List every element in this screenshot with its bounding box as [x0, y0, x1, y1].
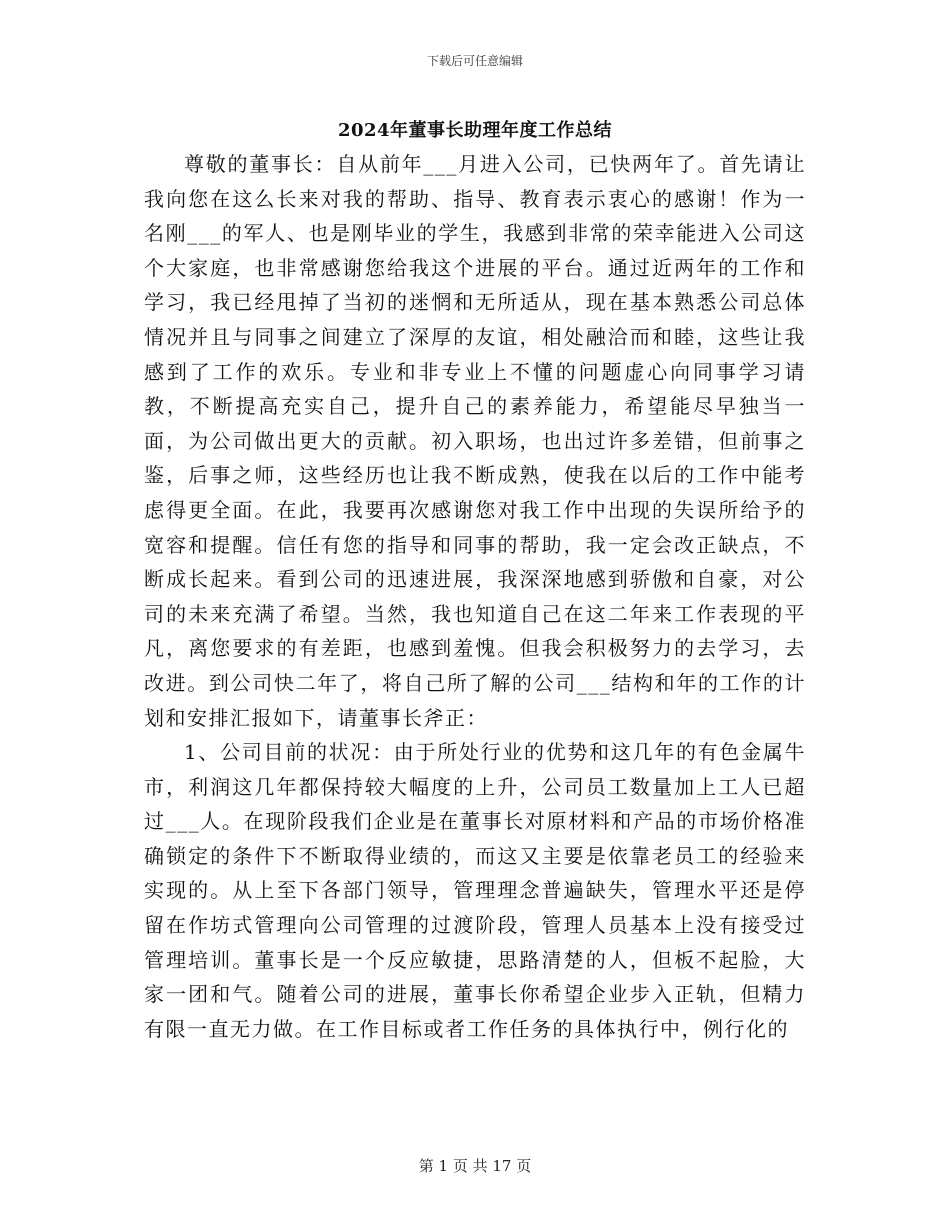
- page-footer: 第 1 页 共 17 页: [418, 1157, 532, 1175]
- paragraph-2: 1、公司目前的状况：由于所处行业的优势和这几年的有色金属牛市，利润这几年都保持较大幅度的上升，公司员工数量加上工人已超过___人。在现阶段我们企业是在董事长对原材料和产品的市场价格准确锁定的条件下不断取得业绩的，而这又主要是依靠老员工的经验来实现的。从上至下各部门领导，管理理念普遍缺失，管理水平还是停留在作坊式管理向公司管理的过渡阶段，管理人员基本上没有接受过管理培训。董事长是一个反应敏捷，思路清楚的人，但板不起脸，大家一团和气。随着公司的进展，董事长你希望企业步入正轨，但精力有限一直无力做。在工作目标或者工作任务的具体执行中，例行化的: [144, 740, 806, 1041]
- header-note: 下载后可任意编辑: [426, 54, 523, 68]
- paragraph-1: 尊敬的董事长：自从前年___月进入公司，已快两年了。首先请让我向您在这么长来对我的帮助、指导、教育表示衷心的感谢！作为一名刚___的军人、也是刚毕业的学生，我感到非常的荣幸能进入公司这个大家庭，也非常感谢您给我这个进展的平台。通过近两年的工作和学习，我已经甩掉了当初的迷惘和无所适从，现在基本熟悉公司总体情况并且与同事之间建立了深厚的友谊，相处融洽而和睦，这些让我感到了工作的欢乐。专业和非专业上不懂的问题虚心向同事学习请教，不断提高充实自己，提升自己的素养能力，希望能尽早独当一面，为公司做出更大的贡献。初入职场，也出过许多差错，但前事之鉴，后事之师，这些经历也让我不断成熟，使我在以后的工作中能考虑得更全面。在此，我要再次感谢您对我工作中出现的失误所给予的宽容和提醒。信任有您的指导和同事的帮助，我一定会改正缺点，不断成长起来。看到公司的迅速进展，我深深地感到骄傲和自豪，对公司的未来充满了希望。当然，我也知道自己在这二年来工作表现的平凡，离您要求的有差距，也感到羞愧。但我会积极努力的去学习，去改进。到公司快二年了，将自己所了解的公司___结构和年的工作的计划和安排汇报如下，请董事长斧正：: [144, 152, 806, 730]
- document-title: 2024年董事长助理年度工作总结: [337, 120, 613, 141]
- document-body: [144, 147, 806, 1046]
